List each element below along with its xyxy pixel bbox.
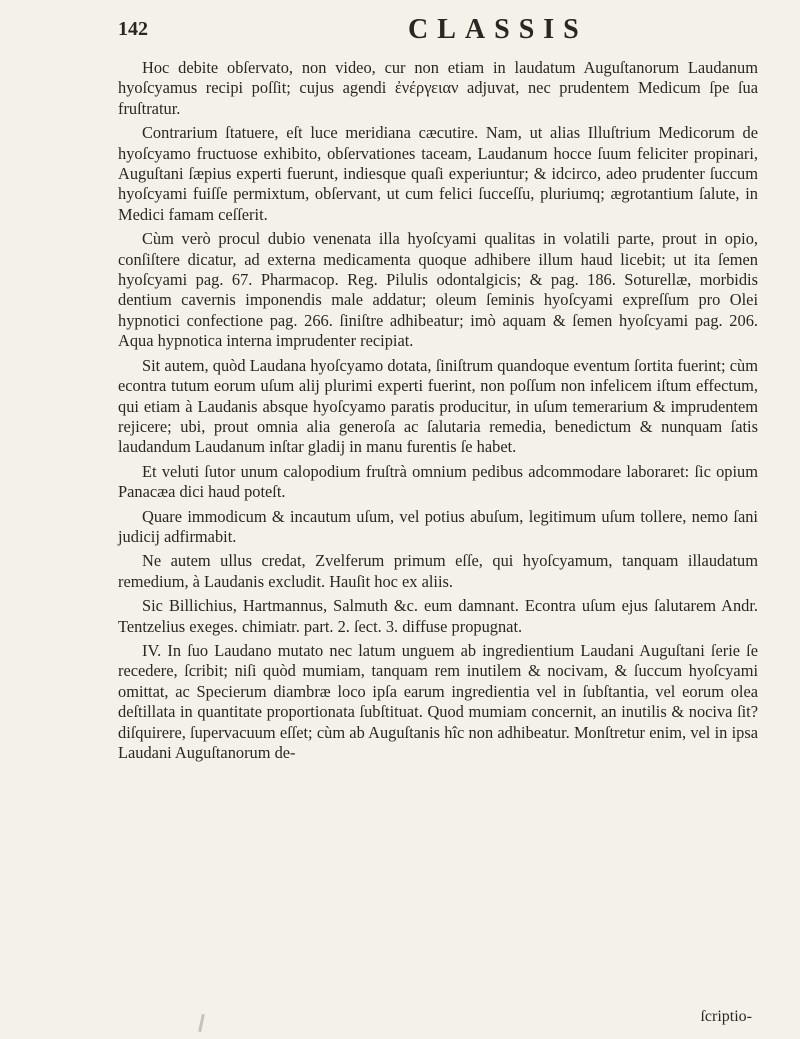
page-header [118, 0, 758, 58]
text-body [118, 58, 758, 763]
running-head: CLASSIS [408, 14, 588, 45]
paragraph: Et veluti ſutor unum calopodium fruſtrà omnium pedibus adcommodare laboraret: ſic opium Panacæa dici haud poteſt. [118, 461, 758, 502]
paragraph: Hoc debite obſervato, non video, cur non etiam in laudatum Auguſtanorum Laudanum hyoſcyamus recipi poſſit; cujus agendi ἐνέργειαν adjuvat, nec prudentem Medicum ſpe ſua fruſtratur. [118, 58, 758, 118]
paragraph: Quare immodicum & incautum uſum, vel potius abuſum, legitimum uſum tollere, nemo ſani judicij adfirmabit. [118, 506, 758, 546]
paragraph: IV. In ſuo Laudano mutato nec latum unguem ab ingredientium Laudani Auguſtani ſerie ſe recedere, ſcribit; niſi quòd mumiam, tanquam rem inutilem & nocivam, & ſuccum hyoſcyami omittat, ac Specierum diambræ loco ipſa earum ingredientia vel in ſubſtantia, vel eorum olea deſtillata in quantitate proportionata ſubſtituat. Quod mumiam concernit, an inutilis & nociva ſit? diſquirere, ſupervacuum eſſet; cùm ab Auguſtanis hîc non adhibeatur. Monſtretur enim, vel in ipsa Laudani Auguſtanorum de- [118, 640, 758, 762]
paragraph: Sic Billichius, Hartmannus, Salmuth &c. eum damnant. Econtra uſum ejus ſalutarem Andr. Tentzelius exeges. chimiatr. part. 2. ſect. 3. diffuse propugnat. [118, 596, 758, 636]
catchword: ſcriptio- [700, 1008, 752, 1025]
paragraph: Cùm verò procul dubio venenata illa hyoſcyami qualitas in volatili parte, prout in opio, conſiſtere dicatur, ad externa medicamenta quoque adhibere illum haud licebit; ut ita ſemen hyoſcyami pag. 67. Pharmacop. Reg. Pilulis odontalgicis; & pag. 186. Soturellæ, morbidis dentium cavernis imponendis male addatur; oleum ſeminis hyoſcyami expreſſum pro Olei hypnotici confectione pag. 266. ſiniſtre adhibeatur; imò aquam & ſemen hyoſcyami pag. 206. Aqua hypnotica interna imprudenter recipiat. [118, 229, 758, 351]
paragraph: Sit autem, quòd Laudana hyoſcyamo dotata, ſiniſtrum quandoque eventum ſortita fuerint; cùm econtra tutum eorum uſum alij plurimi experti fuerint, non poſſum non infelicem iſtum effectum, qui etiam à Laudanis absque hyoſcyamo paratis producitur, in uſum temerarium & imprudentem rejicere; ubi, prout omnia alia generoſa ac ſalutaria remedia, benedictum & nunquam ſatis laudandum Laudanum inſtar gladij in manu furentis ſe habet. [118, 355, 758, 457]
paragraph: Ne autem ullus credat, Zvelferum primum eſſe, qui hyoſcyamum, tanquam illaudatum remedium, à Laudanis excludit. Hauſit hoc ex aliis. [118, 551, 758, 591]
page-number: 142 [118, 18, 148, 40]
ink-mark [198, 1014, 205, 1032]
paragraph: Contrarium ſtatuere, eſt luce meridiana cæcutire. Nam, ut alias Illuſtrium Medicorum de hyoſcyamo fructuose exhibito, obſervationes taceam, Laudanum hocce ſuum feliciter propinari, Auguſtani ſæpius experti fuerunt, indiesque quaſi experiuntur; & idcirco, adeo prudenter ſuccum hyoſcyami fuiſſe permixtum, obſervant, ut cum felici ſucceſſu, pluriumq; ægrotantium ſalute, in Medici famam ceſſerit. [118, 123, 758, 224]
